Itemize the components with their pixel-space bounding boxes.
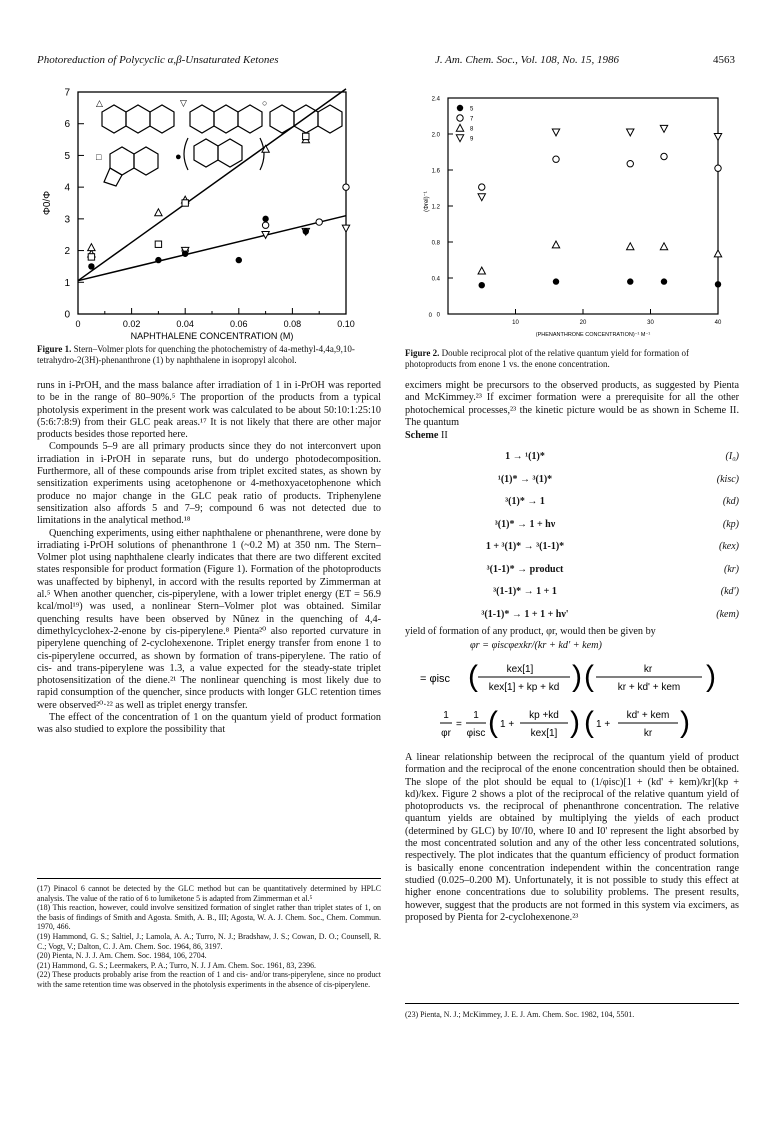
data-point (236, 257, 242, 263)
y-tick-label: 2.4 (431, 96, 440, 103)
figure-1-chart (30, 82, 380, 342)
svg-text:φr: φr (441, 728, 451, 739)
scheme-word: Scheme (405, 430, 439, 441)
data-point (660, 125, 667, 132)
footnote-divider (37, 878, 381, 879)
data-point (479, 282, 485, 288)
figure-2-caption (405, 348, 739, 370)
data-point (714, 134, 721, 141)
scheme-step: 1 + ³(1)* → ³(1-1)* (kex) (485, 541, 739, 552)
data-point (155, 257, 161, 263)
x-tick-label: 10 (512, 320, 519, 326)
scheme-title (405, 430, 448, 441)
y-tick-label: 6 (64, 119, 70, 131)
y-axis-label: (Φrel)⁻¹ (424, 191, 430, 212)
equation-2 (420, 656, 740, 700)
data-point (316, 219, 322, 225)
y-tick-label: 0.4 (431, 276, 440, 283)
x-tick-label: 0.06 (230, 319, 248, 329)
legend-label: 9 (470, 136, 474, 143)
y-tick-label: 2 (64, 246, 70, 258)
footnote-19: (19) Hammond, G. S.; Saltiel, J.; Lamola, A. A.; Turro, N. J.; Bradshaw, J. S.; Cowan, D. O.; Counsell, R. C.; Vogt, V.; Dalton, C. J. Am. Chem. Soc. 1964, 86, 3197. (37, 931, 381, 951)
footnotes-left (37, 884, 381, 990)
data-point (478, 194, 485, 201)
figure-1-label: Figure 1. (37, 344, 72, 354)
data-point (627, 243, 634, 250)
plot-frame (78, 92, 346, 314)
right-column-intro (405, 380, 739, 429)
paragraph: A linear relationship between the reciprocal of the quantum yield of product formation and the reciprocal of the enone concentration should then be obtained. The slope of the plot should be equal to (1/φisc)[1 + (kd' + kem)/kr](kp + kd)/kex. Figure 2 shows a plot of the reciprocal of the relative quantum yield of photoproducts vs. the reciprocal of phenanthrone concentration. The relative quantum yields are obtained by multiplying the yields of each product (determined by GLC) by I0'/I0, where I0 and I0' represent the light absorbed by the most concentrated solution and any of the other less concentrated solutions, respectively. The plot indicates that the quantum efficiency of product formation is basically enone concentration independent within the concentration range studied (0.025–0.200 M). Unfortunately, it is not possible to study this effect at higher enone concentrations due to solubility problems. The present results, however, suggest that the products are not formed in this system via excimers, as proposed by Pienta for 2-cyclohexenone.²³ (405, 752, 739, 923)
data-point (715, 165, 721, 171)
svg-text:kr: kr (643, 728, 653, 739)
paragraph: Quenching experiments, using either naphthalene or phenanthrene, were done by irradiating i-PrOH solutions of phenanthrone 1 (~0.2 M) at 350 nm. The Stern–Volmer plot using naphthalene clearly indicates that there are two different excited states responsible for product formation (Figure 1). Formation of the photoproducts was unaffected by biphenyl, in accord with the results reported by Zimmerman at al.⁵ When another quencher, cis-piperylene, with a lower triplet energy (ET = 56.9 kcal/mol¹⁹) was used, a nonlinear Stern–Volmer plot was obtained. Similar quenching results have been observed by Nũnez in the quenching of 4,4-dimethylcyclohex-2-enone by cis-piperylene.⁸ Pienta²⁰ also reported curvature in piperylene quenching of 2-cyclohexenone. Triplet energy transfer from enone 1 to cis-piperylene occurred, as shown by formation of trans-piperylene. The ratio of cis- and trans-piperylene was 1.3, a value expected for the steady-state triplet photosensitization of the diene.²¹ The nonlinear quenching is most likely due to rapid consumption of the quencher, since products with longer GLC retention times were observed²⁰·²² as well as triplet energy transfer. (37, 527, 381, 711)
data-point (456, 124, 463, 131)
page-number: 4563 (713, 54, 735, 66)
x-tick-label: 0.04 (176, 319, 194, 329)
x-tick-label: 0.02 (122, 319, 141, 329)
x-tick-label: 0.08 (283, 319, 302, 329)
scheme-step: ³(1-1)* → 1 + 1 (kd') (493, 586, 739, 597)
footnote-23: (23) Pienta, N. J.; McKimmey, J. E. J. Am. Chem. Soc. 1982, 104, 5501. (405, 1010, 635, 1019)
y-tick-label: 5 (64, 150, 70, 162)
paragraph: runs in i-PrOH, and the mass balance after irradiation of 1 in i-PrOH was reported to be in the range of 80–90%.⁵ The proportion of the products from a typical photolysis experiment in the present work was calculated to be about 50:10:1:25:10 (5:6:7:8:9) from their GLC peak areas.¹⁷ It is not likely that there are other major products besides those reported here. (37, 380, 381, 441)
equation-1: φr = φiscφexkr/(kr + kd' + kem) (470, 640, 602, 651)
right-column-yield-text: yield of formation of any product, φr, would then be given by (405, 626, 656, 637)
paragraph: excimers might be precursors to the observed products, as suggested by Pienta and McKimmey.²³ If excimer formation were a prerequisite for all the other photochemical processes,²³ the kinetic picture would be as shown in Scheme II. The quantum (405, 380, 739, 428)
svg-text:1: 1 (473, 710, 479, 721)
x-tick-label: 40 (714, 320, 722, 326)
svg-text:=: = (456, 719, 462, 730)
figure-2-label: Figure 2. (405, 348, 440, 358)
data-point (88, 263, 94, 269)
legend-label: 7 (470, 116, 474, 123)
scheme-step: ¹(1)* → ³(1)* (kisc) (497, 473, 739, 485)
scheme-step: ³(1)* → 1 (kd) (505, 496, 739, 507)
svg-text:(: ( (584, 660, 594, 693)
fit-line (78, 89, 346, 281)
y-tick-label: 7 (64, 87, 70, 99)
figure-1-caption-text: Stern–Volmer plots for quenching the photochemistry of 4a-methyl-4,4a,9,10-tetrahydro-2(3H)-phenanthrone (1) by naphthalene in isopropyl alcohol. (37, 344, 355, 365)
svg-text:□: □ (96, 152, 102, 162)
svg-text:△: △ (96, 98, 103, 108)
data-point (457, 115, 463, 121)
data-point (262, 222, 268, 228)
footnote-20: (20) Pienta, N. J. J. Am. Chem. Soc. 1984, 106, 2704. (37, 951, 207, 961)
figure-2-chart (418, 92, 738, 344)
svg-text:(: ( (468, 660, 478, 693)
data-point (88, 254, 94, 260)
svg-text:1 +: 1 + (596, 719, 611, 730)
svg-text:kr + kd' + kem: kr + kd' + kem (617, 682, 681, 693)
data-point (660, 243, 667, 250)
footnote-22: (22) These products probably arise from the reaction of 1 and cis- and/or trans-piperylene, since no product with the same retention time was observed in the photolysis experiments in the absence of cis-piperylene. (37, 970, 381, 989)
plot-frame (448, 98, 718, 314)
x-tick-label: 0 (75, 319, 81, 329)
svg-text:1 +: 1 + (500, 719, 515, 730)
data-point (182, 200, 188, 206)
y-tick-label: 0 (64, 309, 70, 321)
y-tick-label: 0 (436, 312, 440, 319)
legend-label: 8 (470, 126, 474, 133)
equation-3 (440, 702, 740, 748)
running-head-title: Photoreduction of Polycyclic α,β-Unsaturated Ketones (37, 54, 279, 66)
y-tick-label: 0.8 (431, 240, 440, 247)
y-tick-label: 4 (64, 182, 70, 194)
data-point (478, 267, 485, 274)
scheme-step: ³(1-1)* → 1 + 1 + hν' (kem) (481, 608, 739, 620)
running-head-journal (435, 54, 735, 66)
svg-text:(: ( (488, 706, 498, 739)
data-point (552, 241, 559, 248)
data-point (552, 129, 559, 136)
data-point (262, 216, 268, 222)
legend-label: 5 (470, 106, 474, 113)
scheme-step: ³(1-1)* → product (kr) (486, 563, 739, 575)
svg-text:kp +kd: kp +kd (529, 710, 559, 721)
svg-text:φisc: φisc (466, 728, 486, 739)
y-tick-label: 1 (64, 277, 70, 289)
data-point (553, 278, 559, 284)
data-point (553, 156, 559, 162)
x-tick-label: 0.10 (337, 319, 355, 329)
fit-line (78, 216, 346, 281)
y-tick-label: 3 (64, 214, 70, 226)
data-point (342, 225, 349, 232)
journal-citation: J. Am. Chem. Soc., Vol. 108, No. 15, 1986 (435, 54, 620, 66)
x-axis-label: (PHENANTHRONE CONCENTRATION)⁻¹ M⁻¹ (535, 332, 651, 338)
svg-text:kd' + kem: kd' + kem (626, 710, 670, 721)
data-point (155, 209, 162, 216)
figure-1-caption (37, 344, 381, 366)
svg-text:kr: kr (643, 664, 653, 675)
svg-text:= φisc: = φisc (420, 673, 451, 685)
data-point (479, 184, 485, 190)
data-point (714, 250, 721, 257)
y-tick-label: 1.2 (431, 204, 440, 211)
paragraph: The effect of the concentration of 1 on the quantum yield of product formation was also studied to explore the possibility that (37, 712, 381, 736)
svg-text:1: 1 (443, 710, 449, 721)
data-point (456, 135, 463, 142)
data-point (343, 184, 349, 190)
y-tick-label: 1.6 (431, 168, 440, 175)
data-point (627, 129, 634, 136)
svg-text:▽: ▽ (180, 98, 187, 108)
scheme-step: 1 → ¹(1)* (I₀) (505, 451, 739, 462)
svg-text:): ) (570, 706, 580, 739)
scheme-step: ³(1)* → 1 + hν (kp) (494, 518, 739, 530)
right-column-discussion (405, 752, 739, 924)
y-tick-label: 2.0 (431, 132, 440, 139)
paragraph: Compounds 5–9 are all primary products since they do not interconvert upon irradiation in i-PrOH in separate runs, but do undergo photodecomposition. Furthermore, all of these compounds arise from triplet excited states, as shown by sensitization experiments using acetophenone or 4-methoxyacetophenone which produce no major change in the GLC peak ratio of products. Triphenylene sensitization also affords 5 and 7–9; compound 6 was not detected due to limitations in the analytical method.¹⁸ (37, 441, 381, 527)
left-column-text (37, 380, 381, 737)
scheme-number: II (438, 430, 448, 441)
data-point (715, 281, 721, 287)
x-axis-label: NAPHTHALENE CONCENTRATION (M) (130, 331, 294, 341)
data-point (457, 105, 463, 111)
svg-text:kex[1]: kex[1] (506, 664, 534, 675)
svg-text:kex[1]: kex[1] (530, 728, 558, 739)
svg-text:): ) (572, 660, 582, 693)
svg-text:kex[1] + kp + kd: kex[1] + kp + kd (488, 682, 560, 693)
svg-text:(: ( (584, 706, 594, 739)
svg-text:): ) (680, 706, 690, 739)
svg-text:●: ● (175, 151, 182, 163)
footnote-18: (18) This reaction, however, could involve sensitized formation of singlet rather than triplet states of 1, on the basis of findings of Smith and Agosta. Smith, A. B., III; Agosta, W. A. J. Chem. Soc., Chem. Commun. 1970, 466. (37, 903, 381, 932)
data-point (182, 251, 188, 257)
svg-text:○: ○ (262, 98, 268, 108)
footnote-17: (17) Pinacol 6 cannot be detected by the GLC method but can be quantitatively determined by HPLC analysis. The value of the ratio of 6 to lumiketone 5 is adapted from Zimmerman et al.⁵ (37, 884, 381, 903)
x-tick-label: 30 (647, 320, 654, 326)
data-point (661, 278, 667, 284)
scheme-ii (405, 446, 739, 626)
data-point (88, 244, 95, 251)
data-point (627, 161, 633, 167)
data-point (155, 241, 161, 247)
data-point (661, 153, 667, 159)
svg-text:): ) (706, 660, 716, 693)
data-point (303, 228, 309, 234)
x-tick-label: 20 (579, 320, 587, 326)
footnote-21: (21) Hammond, G. S.; Leermakers, P. A.; Turro, N. J. J Am. Chem. Soc. 1961, 83, 2396. (37, 960, 317, 970)
y-axis-label: Φ0/Φ (42, 190, 53, 216)
origin-label: 0 (428, 313, 432, 319)
figure-2-caption-text: Double reciprocal plot of the relative quantum yield for formation of photoproducts from enone 1 vs. the enone concentration. (405, 348, 690, 369)
data-point (303, 133, 309, 139)
data-point (627, 278, 633, 284)
footnote-divider (405, 1003, 739, 1004)
